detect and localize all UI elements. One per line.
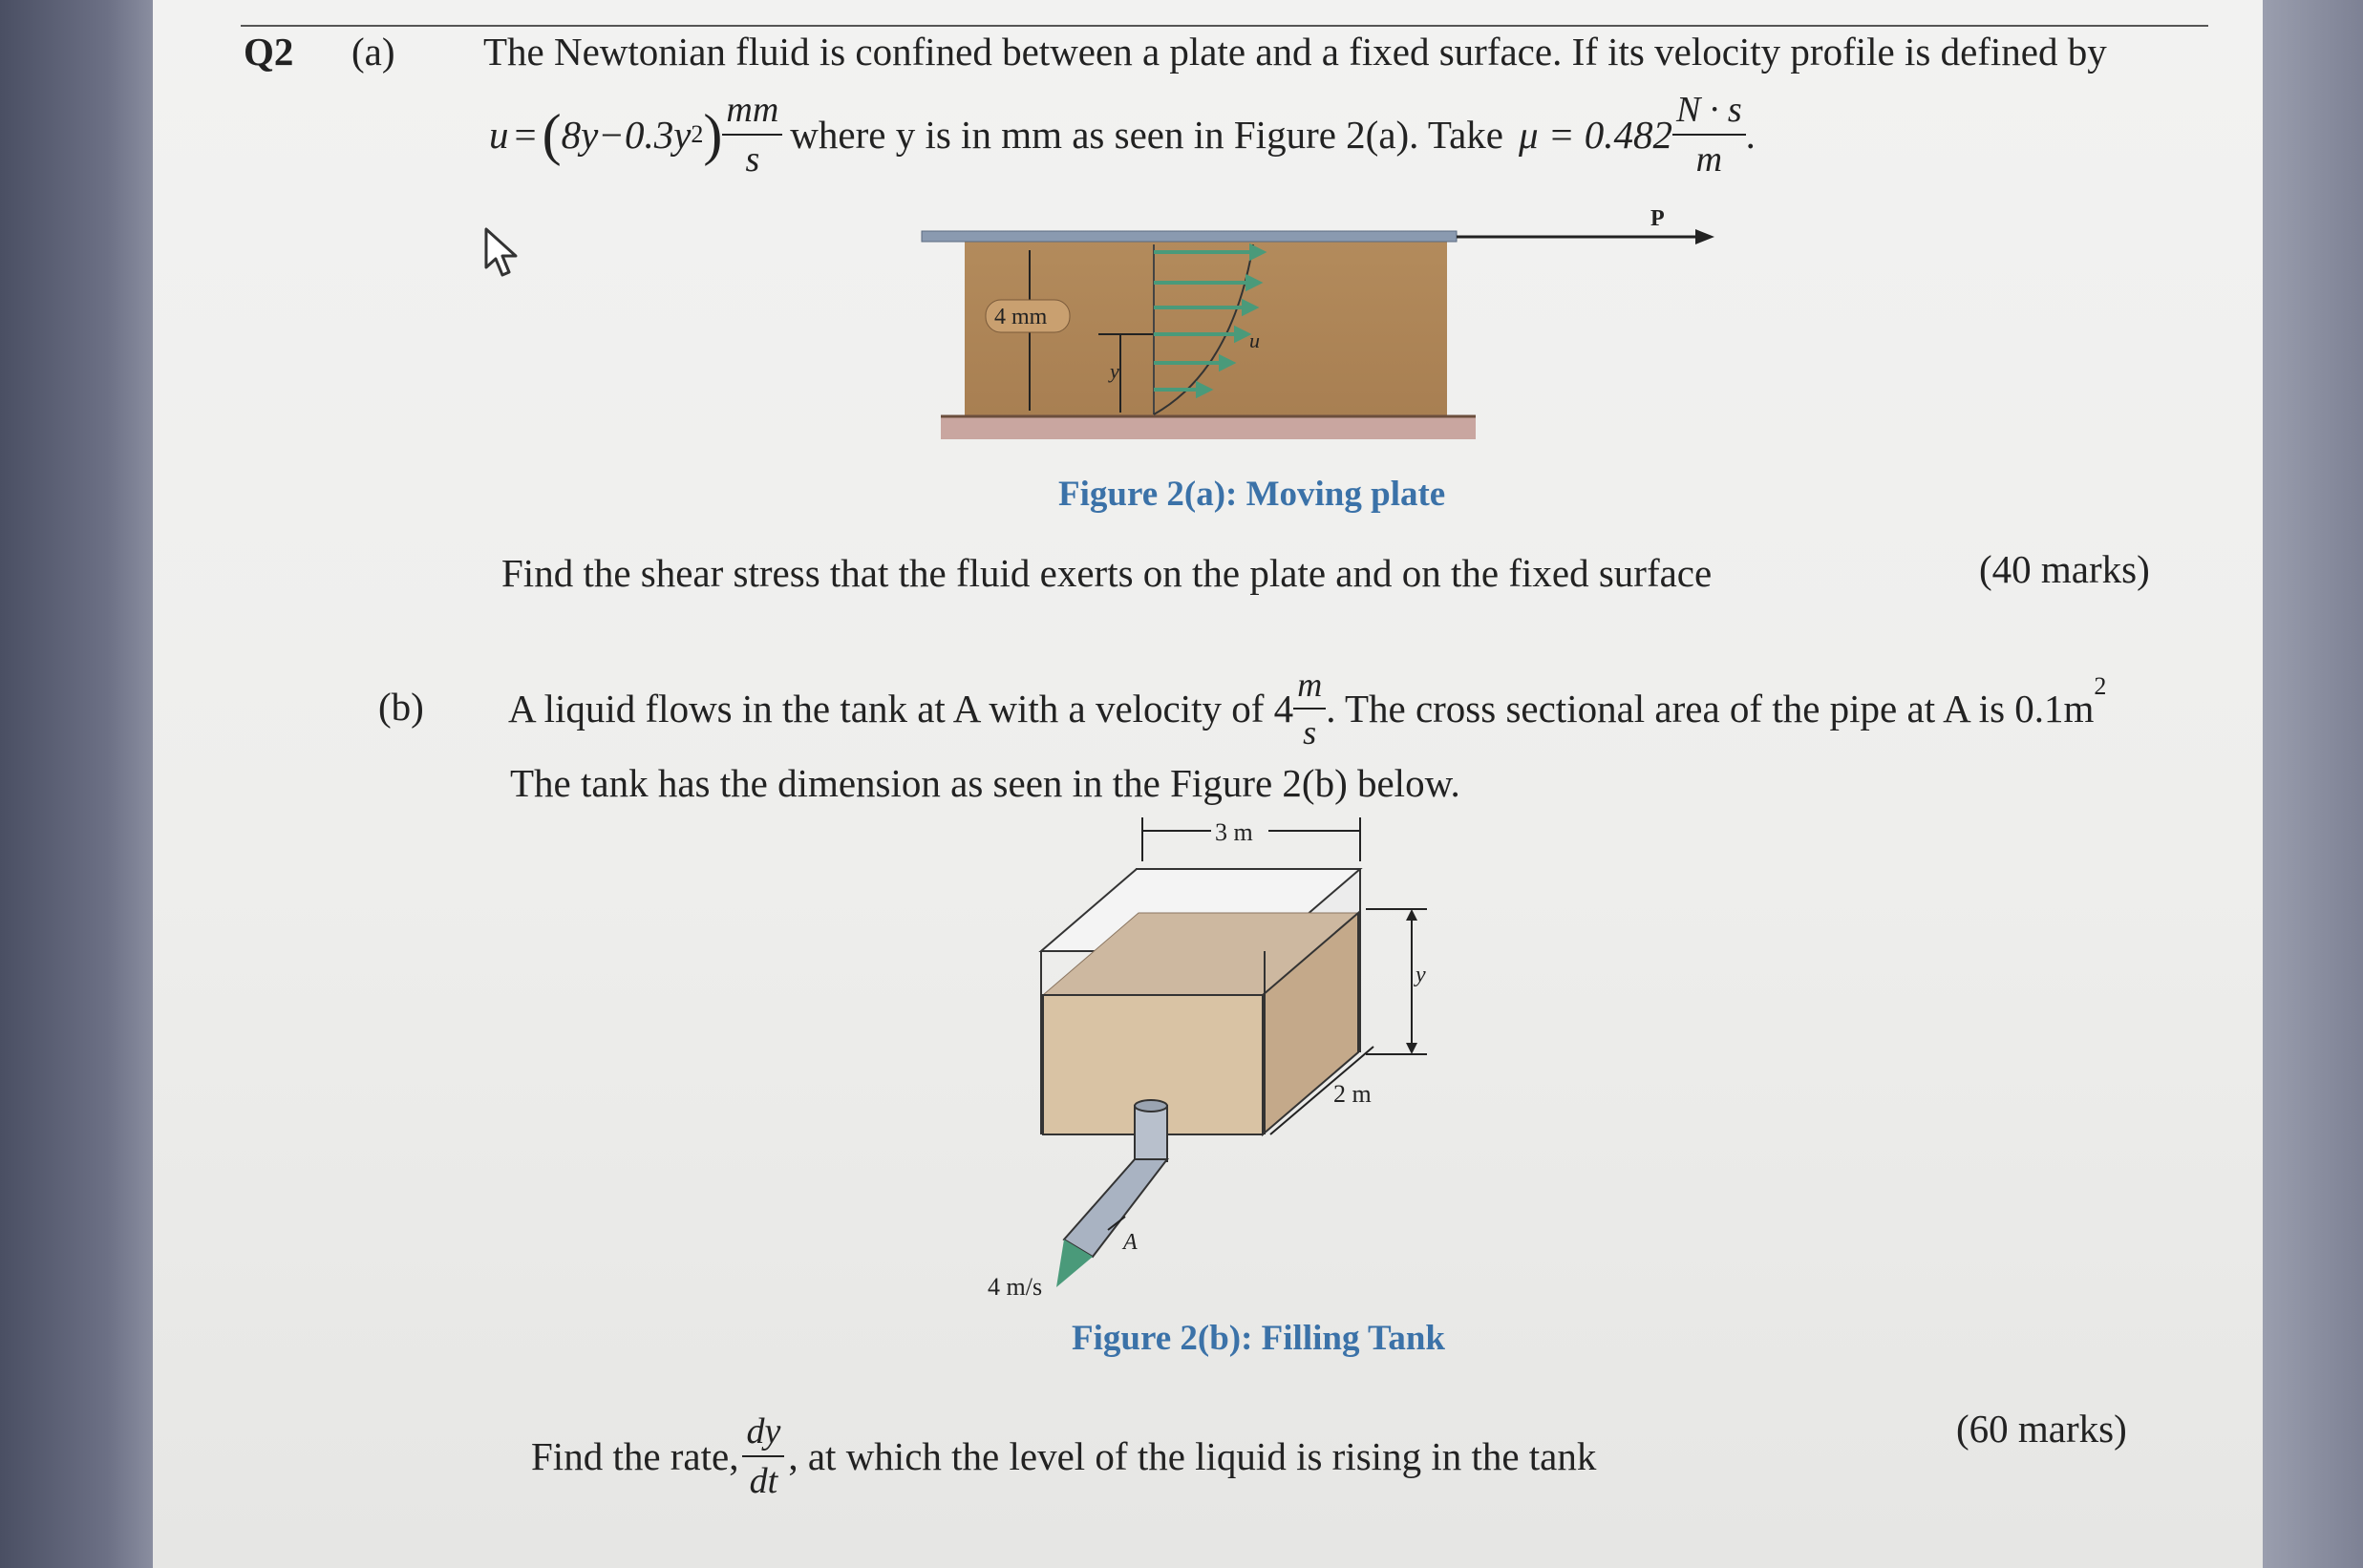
velocity-unit-den: s	[1303, 713, 1317, 752]
eq-body: 8y−0.3y	[561, 113, 692, 157]
height-arrow-bottom	[1406, 1043, 1417, 1054]
part-b-question-a: Find the rate,	[531, 1434, 739, 1478]
fig2b-pipe-label: A	[1123, 1230, 1138, 1255]
top-rule	[241, 25, 2208, 27]
velocity-equation	[489, 82, 1756, 187]
fig2b-depth-label: 2 m	[1333, 1080, 1372, 1108]
eq-unit-fraction	[722, 92, 782, 178]
part-b-question-b: , at which the level of the liquid is rising in the tank	[788, 1434, 1597, 1478]
eq-paren-open: (	[542, 103, 562, 166]
monitor-bezel-right	[2263, 0, 2363, 1568]
mu-end: .	[1745, 113, 1756, 157]
fig2a-u-label: u	[1249, 328, 1260, 352]
fig2a-y-label: y	[1110, 359, 1119, 383]
part-b-question	[531, 1400, 1596, 1513]
fixed-surface	[941, 416, 1476, 439]
exam-page	[153, 0, 2263, 1568]
eq-unit-num: mm	[722, 92, 782, 136]
part-b-line1-b: . The cross sectional area of the pipe at A is 0.1m	[1326, 687, 2095, 731]
velocity-unit-fraction	[1293, 667, 1326, 750]
pipe-opening	[1135, 1100, 1167, 1112]
rate-den: dt	[749, 1461, 778, 1501]
part-b-line1	[508, 659, 2106, 758]
moving-plate	[922, 231, 1457, 242]
fig2a-gap-label: 4 mm	[994, 305, 1048, 329]
fig2a-plate-label: P	[1650, 206, 1665, 231]
figure-2a-caption: Figure 2(a): Moving plate	[1058, 475, 1446, 514]
eq-exponent: 2	[691, 120, 704, 148]
fig2b-height-label: y	[1416, 963, 1426, 987]
eq-where-text: where y is in mm as seen in Figure 2(a). Take	[790, 113, 1504, 157]
eq-unit-den: s	[745, 139, 760, 180]
height-arrow-top	[1406, 909, 1417, 921]
fig2b-width-label: 3 m	[1215, 818, 1253, 846]
figure-2b-filling-tank	[988, 810, 1738, 1306]
part-a-marks: (40 marks)	[1979, 547, 2150, 591]
pipe-vertical	[1135, 1106, 1167, 1161]
monitor-bezel-left	[0, 0, 153, 1568]
mu-lhs: μ = 0.482	[1519, 113, 1673, 157]
part-a-question: Find the shear stress that the fluid exerts on the plate and on the fixed surface	[501, 551, 1713, 595]
part-b-label: (b)	[378, 685, 424, 729]
eq-paren-close: )	[703, 103, 723, 166]
rate-num: dy	[742, 1413, 784, 1457]
mouse-pointer-icon	[482, 225, 524, 281]
part-b-line1-a: A liquid flows in the tank at A with a velocity of 4	[508, 687, 1294, 731]
part-a-line1: The Newtonian fluid is confined between a plate and a fixed surface. If its velocity profile is defined by	[483, 30, 2107, 74]
force-arrowhead	[1695, 229, 1714, 244]
pipe-diagonal	[1064, 1159, 1167, 1257]
part-b-line2: The tank has the dimension as seen in the Figure 2(b) below.	[510, 761, 1460, 805]
eq-equals: =	[514, 113, 537, 157]
mu-unit-num: N · s	[1672, 92, 1746, 136]
mu-unit-fraction	[1672, 92, 1746, 178]
part-b-marks: (60 marks)	[1956, 1407, 2127, 1451]
figure-2a-moving-plate	[917, 208, 1729, 456]
figure-2b-caption: Figure 2(b): Filling Tank	[1072, 1319, 1445, 1358]
mu-unit-den: m	[1695, 139, 1723, 180]
rate-fraction	[742, 1413, 784, 1499]
eq-u: u	[489, 113, 509, 157]
part-a-label: (a)	[351, 30, 395, 74]
velocity-unit-num: m	[1293, 667, 1326, 710]
fig2b-velocity-label: 4 m/s	[988, 1273, 1043, 1301]
question-number: Q2	[244, 30, 294, 74]
area-exponent: 2	[2094, 672, 2107, 700]
